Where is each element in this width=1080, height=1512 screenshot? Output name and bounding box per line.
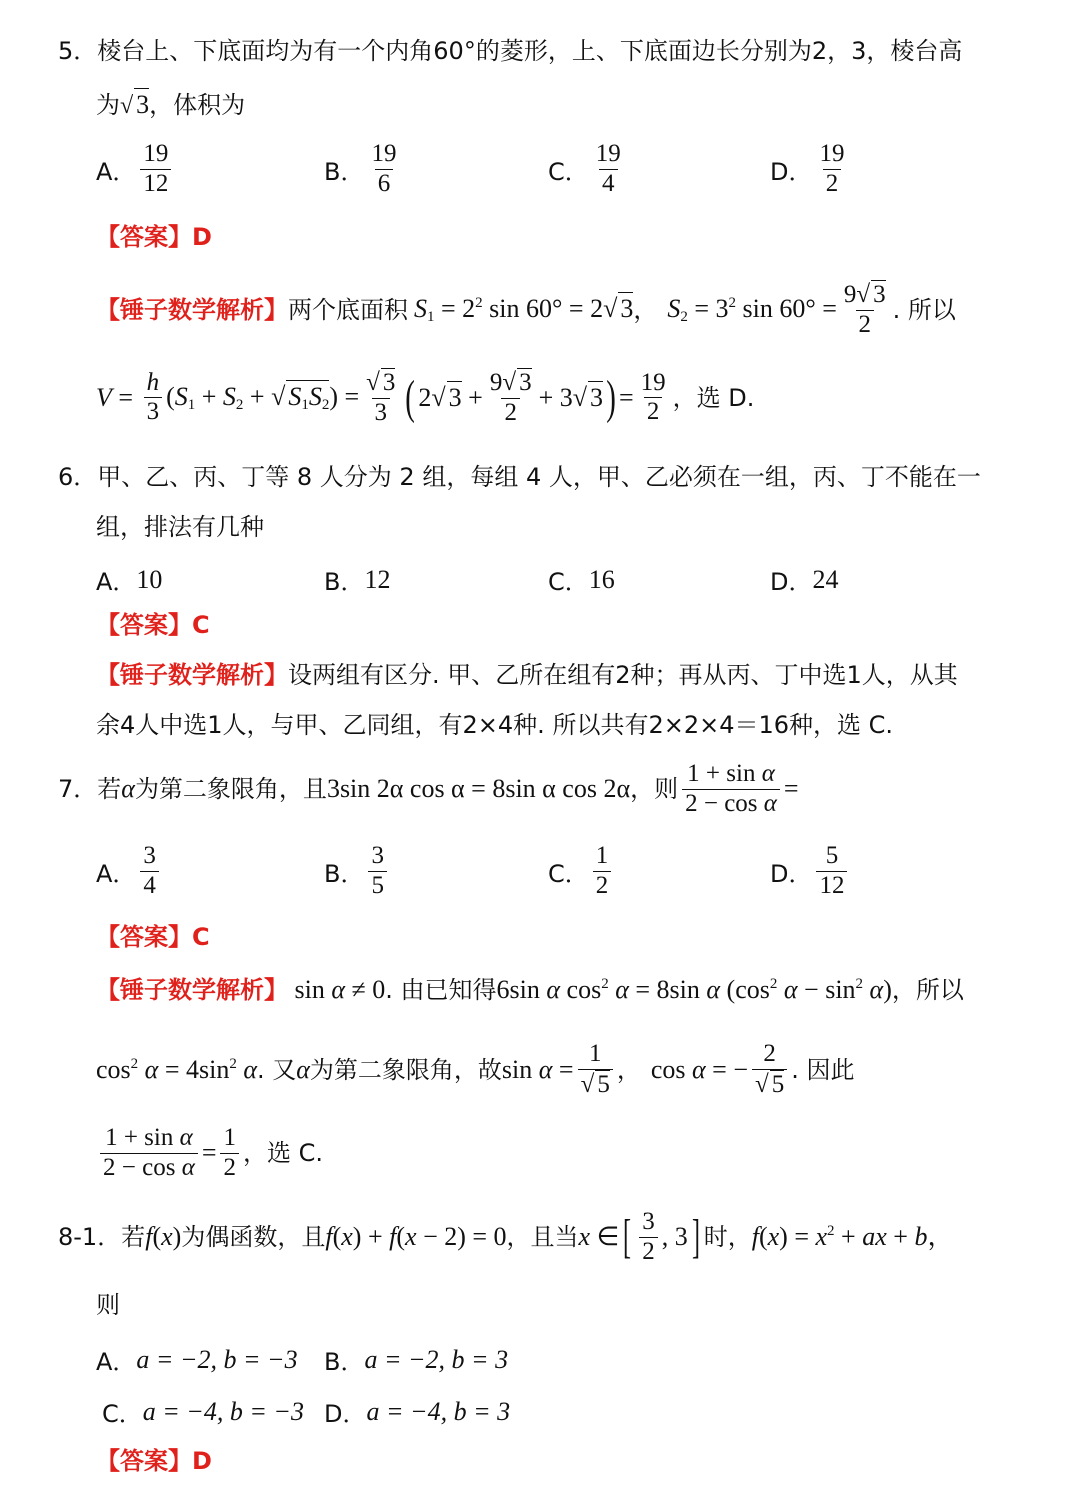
q7-option-a[interactable]: A． $\frac{3}{4}$ <box>96 842 163 901</box>
q8-stem: 8-1． 若 f(x) 为偶函数，且 f(x) + f(x − 2) = 0 ，且当 x ∈ [ $\frac{3}{2}$ , 3 ] 时， $f(x) = x^2$ + ax + b， <box>58 1208 954 1265</box>
q6-option-a[interactable]: A． 10 <box>96 564 163 596</box>
q5-text-line1: 棱台上、下底面均为有一个内角60°的菱形，上、下底面边长分别为2，3，棱台高 <box>97 37 963 65</box>
q6-option-b[interactable]: B． 12 <box>324 564 391 596</box>
q5-number: 5． <box>58 37 98 65</box>
q8-option-a[interactable]: A． a = −2, b = −3 <box>96 1344 298 1376</box>
q7-stem: 7． 若 α 为第二象限角，且 3sin 2α cos α = 8sin α cos 2α ，则 $\frac{\text{1 + sin α}}{\text{2 − cos α}}$ = <box>58 760 799 817</box>
q5-stem-line2: 为√ 3，体积为 <box>96 88 245 122</box>
q7-analysis-line3: $\frac{\text{1 + sin α}}{\text{2 − cos α}}$ = $\frac{1}{2}$ ，选 C. <box>96 1124 323 1183</box>
q8-answer-value: D <box>192 1447 212 1475</box>
q7-option-b[interactable]: B． $\frac{3}{5}$ <box>324 842 391 901</box>
q5-option-c-fraction: $\frac{19}{4}$ <box>595 140 621 197</box>
q8-number: 8-1． <box>58 1223 122 1252</box>
q5-option-a-fraction: $\frac{19}{12}$ <box>140 140 171 199</box>
q5-analysis-line1: 【锤子数学解析】 两个底面积 $S_1 = 2^2$ sin 60° = 2√ 3 ， $S_2 = 3^2$ sin 60° = $\frac{9√ 3}{2}$ . 所以 <box>96 281 956 338</box>
q6-stem-line2: 组，排法有几种 <box>96 513 264 541</box>
q6-answer-value: C <box>192 611 210 639</box>
q6-analysis-line1: 【锤子数学解析】设两组有区分. 甲、乙所在组有2种；再从丙、丁中选1人，从其 <box>96 661 958 689</box>
q6-option-c[interactable]: C． 16 <box>548 564 615 596</box>
q7-analysis-line2: $\cos^2 \alpha = 4\sin^2$ α . 又 α 为第二象限角，故 sin α = $\frac{1}{√ 5}$ ， cos α = − $\frac{2}{√ 5}$ . 因此 <box>96 1040 855 1098</box>
q8-option-d[interactable]: D． a = −4, b = 3 <box>324 1396 511 1428</box>
q7-answer: 【答案】C <box>96 923 210 951</box>
q5-option-b-fraction: $\frac{19}{6}$ <box>371 140 397 197</box>
q6-option-d[interactable]: D． 24 <box>770 564 839 596</box>
q5-option-b[interactable]: B． $\frac{19}{6}$ <box>324 140 403 199</box>
q5-stem-line1 <box>58 36 962 66</box>
q7-number: 7． <box>58 775 98 804</box>
q6-stem-line1: 6．甲、乙、丙、丁等 8 人分为 2 组，每组 4 人，甲、乙必须在一组，丙、丁不能在一 <box>58 463 981 491</box>
q5-option-c[interactable]: C． $\frac{19}{4}$ <box>548 140 628 199</box>
q5-option-d-fraction: $\frac{19}{2}$ <box>819 140 845 197</box>
q7-analysis-line1: 【锤子数学解析】 sin α ≠ 0 . 由已知得 6sin α $\cos^2 \alpha = 8\sin$ α ($\cos^2$ $\alpha - \sin^2 \alpha$) ，所以 <box>96 975 964 1005</box>
q8-option-b[interactable]: B． a = −2, b = 3 <box>324 1344 509 1376</box>
q6-analysis-line2: 余4人中选1人，与甲、乙同组，有2×4种. 所以共有2×2×4＝16种，选 C. <box>96 711 894 739</box>
q7-option-d[interactable]: D． $\frac{5}{12}$ <box>770 842 851 901</box>
q5-option-a[interactable]: A． $\frac{19}{12}$ <box>96 140 175 199</box>
q7-option-c[interactable]: C． $\frac{1}{2}$ <box>548 842 615 901</box>
q5-analysis-line2: V = $\frac{h}{3}$ ($S_1 + S_2$ + √ $S_1S_2$) = $\frac{√ 3}{3}$ ( 2√ 3 + $\frac{9√ 3}{2}$ + 3√ 3 ) = $\frac{19}{2}$ ，选 D. <box>96 368 755 426</box>
q8-stem-line2: 则 <box>96 1291 120 1319</box>
q8-answer: 【答案】D <box>96 1447 212 1475</box>
q7-answer-value: C <box>192 923 210 951</box>
q6-answer: 【答案】C <box>96 611 210 639</box>
q5-answer-value: D <box>192 223 212 251</box>
q5-option-d[interactable]: D． $\frac{19}{2}$ <box>770 140 851 199</box>
q8-option-c[interactable]: C． a = −4, b = −3 <box>102 1396 304 1428</box>
q6-number: 6． <box>58 463 98 491</box>
q5-answer: 【答案】D <box>96 223 212 251</box>
